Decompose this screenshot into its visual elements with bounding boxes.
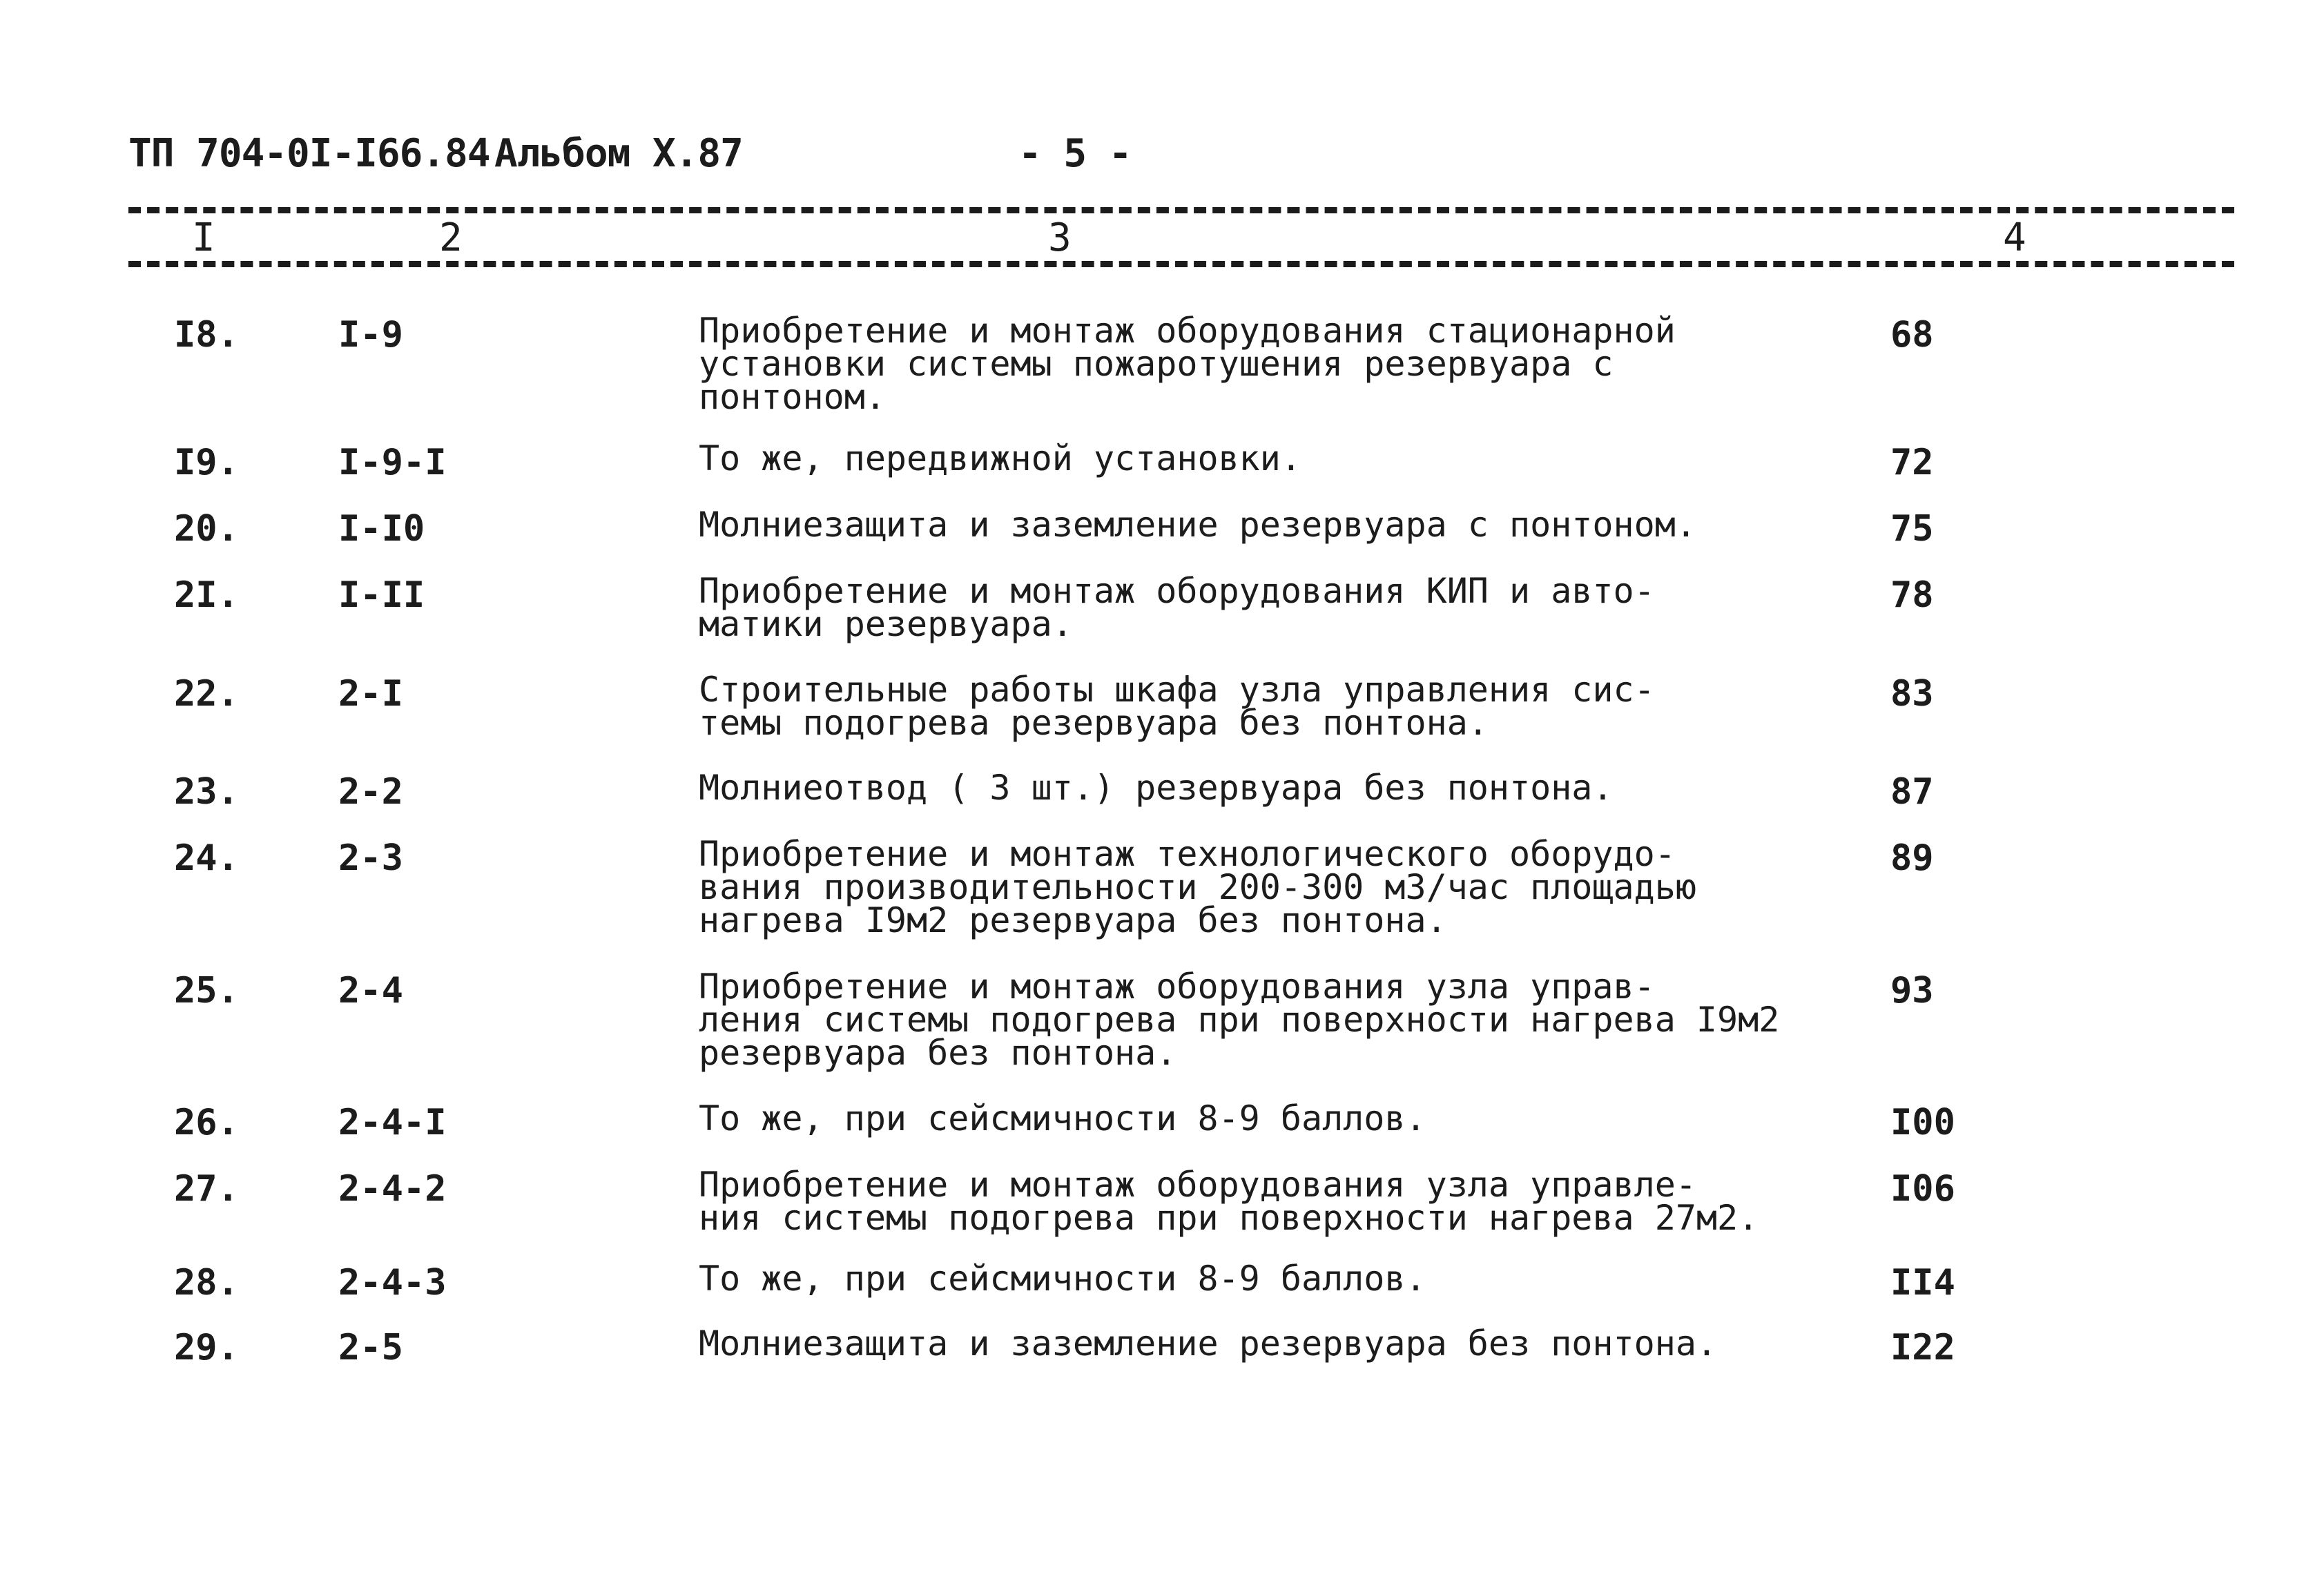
- page-reference: I06: [1890, 1168, 1955, 1210]
- page-reference: 72: [1890, 442, 1934, 483]
- drawing-code: 2-4-2: [338, 1168, 447, 1210]
- drawing-code: I-9: [338, 314, 403, 356]
- row-number: 24.: [174, 837, 239, 879]
- row-description: То же, при сейсмичности 8-9 баллов.: [699, 1259, 1426, 1299]
- row-description: Приобретение и монтаж технологического оборудо- вания производительности 200-300 м3/час площадью нагрева I9м2 резервуара без понтона.: [699, 834, 1696, 940]
- drawing-code: 2-5: [338, 1327, 403, 1368]
- row-description: Молниезащита и заземление резервуара с понтоном.: [699, 505, 1696, 545]
- row-number: 27.: [174, 1168, 239, 1210]
- page-reference: 68: [1890, 314, 1934, 356]
- row-number: I9.: [174, 442, 239, 483]
- row-number: 28.: [174, 1262, 239, 1303]
- page-reference: 75: [1890, 508, 1934, 550]
- page-reference: 83: [1890, 673, 1934, 715]
- page-reference: I22: [1890, 1327, 1955, 1368]
- page-reference: 78: [1890, 574, 1934, 616]
- row-number: 23.: [174, 771, 239, 813]
- row-number: 26.: [174, 1102, 239, 1143]
- album-number: Альбом X.87: [494, 131, 743, 176]
- drawing-code: 2-I: [338, 673, 403, 715]
- column-number-1: I: [188, 215, 220, 260]
- drawing-code: 2-2: [338, 771, 403, 813]
- row-description: Приобретение и монтаж оборудования узла управле- ния системы подогрева при поверхности нагрева 27м2.: [699, 1165, 1759, 1238]
- header-rule-bottom: [128, 261, 2234, 267]
- row-number: 2I.: [174, 574, 239, 616]
- page-reference: 93: [1890, 970, 1934, 1011]
- row-description: Приобретение и монтаж оборудования КИП и авто- матики резервуара.: [699, 571, 1655, 644]
- drawing-code: I-II: [338, 574, 425, 616]
- row-description: Приобретение и монтаж оборудования узла управ- ления системы подогрева при поверхности нагрева I9м2 резервуара без понтона.: [699, 967, 1780, 1073]
- column-number-3: 3: [1044, 215, 1076, 260]
- drawing-code: 2-4-3: [338, 1262, 447, 1303]
- row-description: Строительные работы шкафа узла управления сис- темы подогрева резервуара без понтона.: [699, 670, 1655, 743]
- drawing-code: 2-4: [338, 970, 403, 1011]
- row-description: То же, при сейсмичности 8-9 баллов.: [699, 1098, 1426, 1138]
- header-rule-top: [128, 207, 2234, 213]
- row-description: То же, передвижной установки.: [699, 438, 1301, 478]
- row-number: 25.: [174, 970, 239, 1011]
- row-number: 22.: [174, 673, 239, 715]
- column-number-2: 2: [435, 215, 467, 260]
- row-description: Приобретение и монтаж оборудования стационарной установки системы пожаротушения резервуара с понтоном.: [699, 311, 1676, 417]
- page-reference: II4: [1890, 1262, 1955, 1303]
- drawing-code: I-I0: [338, 508, 425, 550]
- drawing-code: 2-3: [338, 837, 403, 879]
- drawing-code: 2-4-I: [338, 1102, 447, 1143]
- page-reference: 89: [1890, 837, 1934, 879]
- row-number: I8.: [174, 314, 239, 356]
- column-number-4: 4: [1999, 215, 2031, 260]
- row-description: Молниеотвод ( 3 шт.) резервуара без понтона.: [699, 768, 1614, 808]
- row-number: 20.: [174, 508, 239, 550]
- page-reference: 87: [1890, 771, 1934, 813]
- page-reference: I00: [1890, 1102, 1955, 1143]
- page-number: - 5 -: [1018, 131, 1132, 176]
- document-code: ТП 704-0I-I66.84: [128, 131, 490, 176]
- row-description: Молниезащита и заземление резервуара без понтона.: [699, 1324, 1718, 1364]
- row-number: 29.: [174, 1327, 239, 1368]
- drawing-code: I-9-I: [338, 442, 447, 483]
